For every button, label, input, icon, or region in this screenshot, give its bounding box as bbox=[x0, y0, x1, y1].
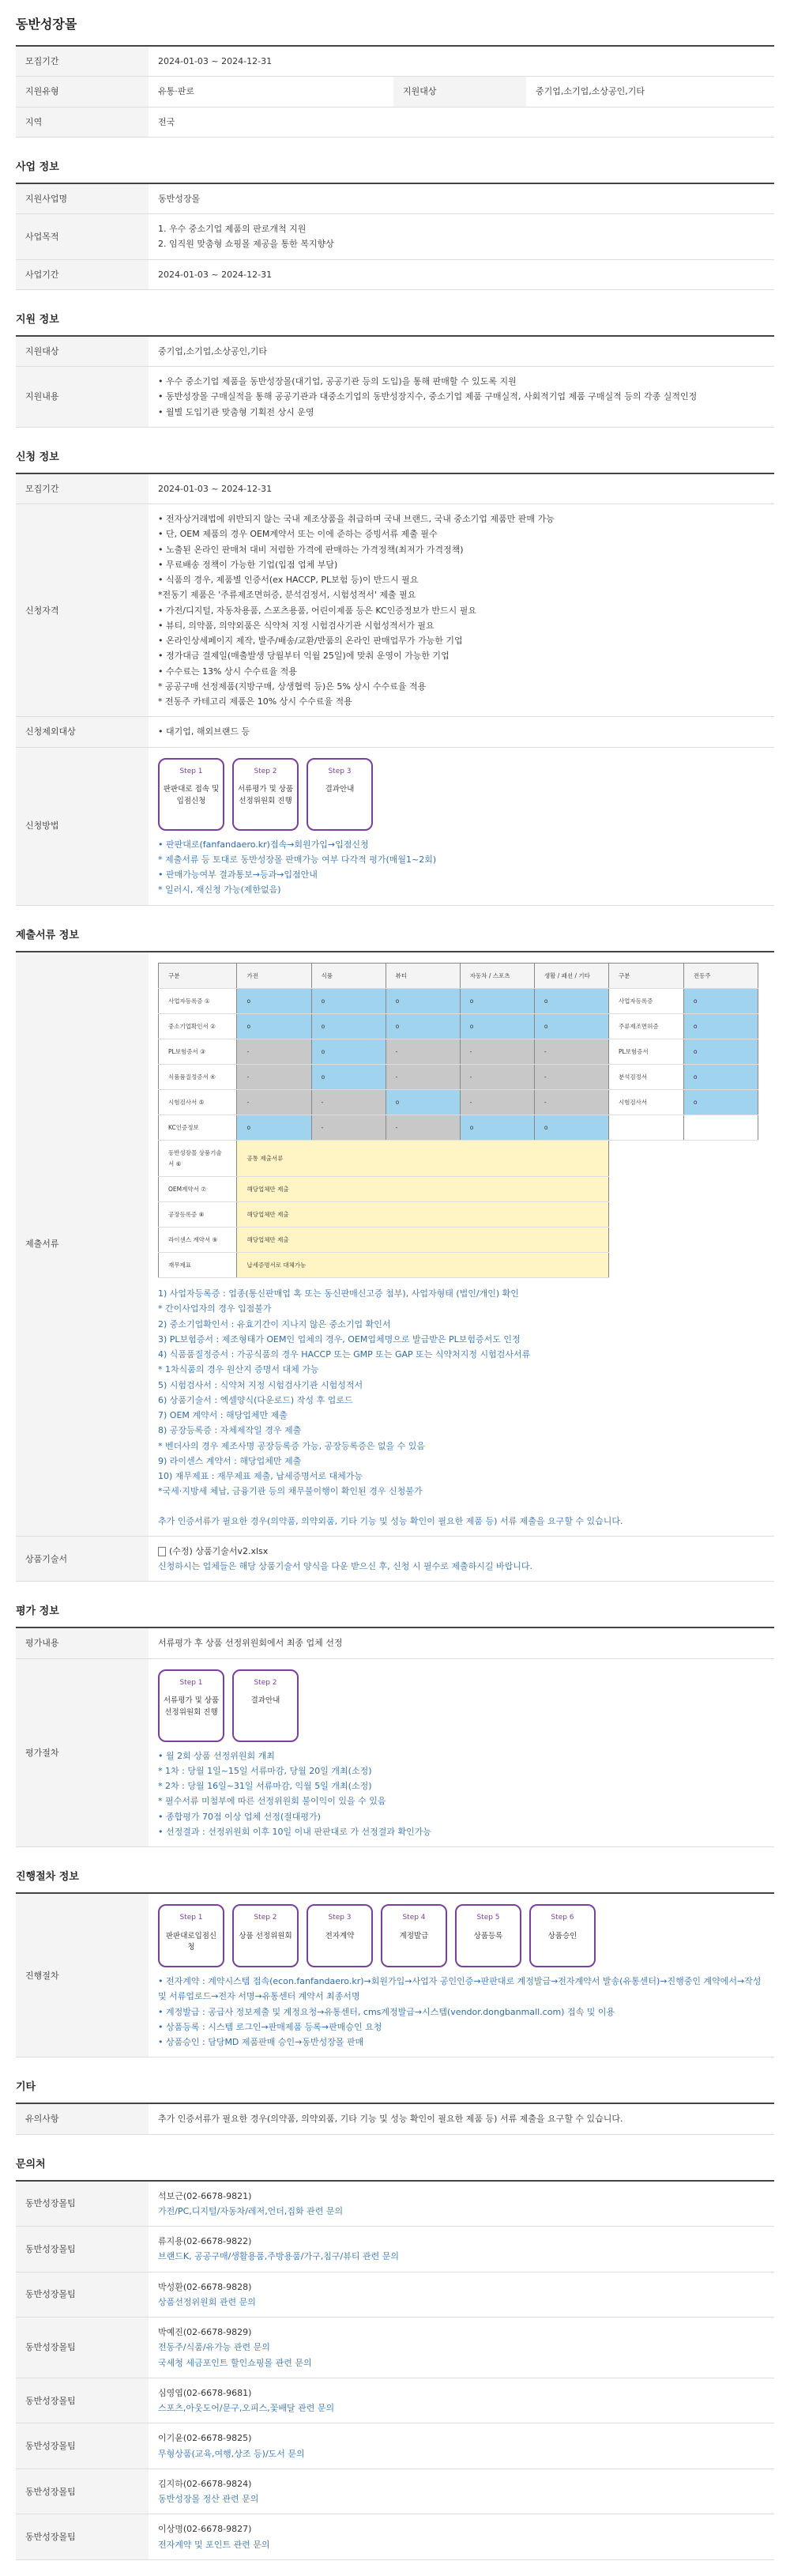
matrix-cell: - bbox=[460, 1039, 534, 1064]
matrix-cell: - bbox=[237, 1039, 311, 1064]
qualification-item: • 가전/디지털, 자동차용품, 스포츠용품, 어린이제품 등은 KC인증정보가 반드시 필요 bbox=[158, 605, 476, 616]
region-label: 지역 bbox=[16, 107, 149, 137]
matrix-row-name: 공장등록증 ⑧ bbox=[159, 1201, 237, 1227]
apply-period-label: 모집기간 bbox=[16, 473, 149, 504]
matrix-cell-right: o bbox=[683, 1039, 758, 1064]
matrix-wide-row bbox=[159, 1141, 758, 1176]
step-text: 결과안내 bbox=[325, 785, 355, 794]
tech-label: 상품기술서 bbox=[16, 1536, 149, 1582]
matrix-row-name: 동반성장몰 상품기술서 ⑥ bbox=[159, 1141, 237, 1176]
qualification-item: • 정가대금 결제일(매출발생 당월부터 익월 25일)에 맞춰 운영이 가능한 기업 bbox=[158, 651, 450, 662]
step-number: Step 2 bbox=[254, 767, 277, 775]
qualification-item: * 전동주 카테고리 제품은 10% 상시 수수료율 적용 bbox=[158, 696, 352, 707]
document-item: 6) 상품기술서 : 엑셀양식(다운로드) 작성 후 업로드 bbox=[158, 1394, 353, 1405]
business-name: 동반성장몰 bbox=[149, 183, 774, 214]
matrix-row-name-right: 시험검사서 bbox=[608, 1090, 683, 1115]
support-table bbox=[16, 335, 774, 428]
matrix-row bbox=[159, 1065, 758, 1090]
contact-name: 류지용(02-6678-9822) bbox=[158, 2236, 252, 2247]
matrix-row bbox=[159, 1013, 758, 1039]
matrix-cell: o bbox=[311, 1013, 386, 1039]
qualification-item: • 수수료는 13% 상시 수수료율 적용 bbox=[158, 666, 297, 677]
contact-team: 동반성장몰팀 bbox=[16, 2272, 149, 2318]
step-box bbox=[232, 1904, 299, 1967]
matrix-header: 구분 bbox=[159, 963, 237, 988]
business-purpose-label: 사업목적 bbox=[16, 214, 149, 260]
matrix-cell: - bbox=[386, 1039, 460, 1064]
contact-team: 동반성장몰팀 bbox=[16, 2423, 149, 2469]
eval-note: * 1차 : 당월 1일~15일 서류마감, 당월 20일 개최(소정) bbox=[158, 1765, 372, 1776]
matrix-row-name: OEM계약서 ⑦ bbox=[159, 1176, 237, 1201]
step-box bbox=[232, 1669, 299, 1742]
qualification-item: • 단, OEM 제품의 경우 OEM계약서 또는 이에 준하는 증빙서류 제출 필수 bbox=[158, 529, 438, 540]
contact-name: 김지하(02-6678-9824) bbox=[158, 2478, 252, 2489]
matrix-cell: - bbox=[386, 1115, 460, 1141]
document-item: 추가 인증서류가 필요한 경우(의약품, 의약외품, 기타 기능 및 성능 확인이 필요한 제품 등) 서류 제출을 요구할 수 있습니다. bbox=[158, 1515, 623, 1526]
type-value: 유통·판로 bbox=[149, 77, 393, 107]
process-note: • 상품등록 : 시스템 로그인→판매제품 등록→판매승인 요청 bbox=[158, 2021, 382, 2032]
method-note[interactable]: • 판판대로(fanfandaero.kr)접속→회원가입→입점신청 bbox=[158, 839, 369, 850]
support-content-list bbox=[158, 374, 765, 420]
business-table bbox=[16, 183, 774, 290]
step-number: Step 2 bbox=[254, 1914, 277, 1922]
type-label: 지원유형 bbox=[16, 77, 149, 107]
purpose-line: 1. 우수 중소기업 제품의 판로개척 지원 bbox=[158, 224, 307, 234]
document-item: 9) 라이센스 계약서 : 해당업체만 제출 bbox=[158, 1455, 302, 1466]
apply-steps bbox=[158, 758, 765, 831]
matrix-cell: o bbox=[386, 1013, 460, 1039]
matrix-row-name: 중소기업확인서 ② bbox=[159, 1013, 237, 1039]
matrix-cell: o bbox=[460, 1013, 534, 1039]
matrix-cell-right: o bbox=[683, 1090, 758, 1115]
contact-desc: 브랜드K, 공공구매/생활용품,주방용품/가구,침구/뷰티 관련 문의 bbox=[158, 2251, 399, 2262]
support-target-label: 지원대상 bbox=[16, 336, 149, 367]
contact-row bbox=[16, 2227, 774, 2272]
period-value: 2024-01-03 ~ 2024-12-31 bbox=[149, 46, 774, 77]
evaluation-table bbox=[16, 1627, 774, 1847]
matrix-cell: - bbox=[237, 1090, 311, 1115]
matrix-wide-row bbox=[159, 1227, 758, 1252]
eval-note: * 2차 : 당월 16일~31일 서류마감, 익월 5일 개최(소정) bbox=[158, 1781, 372, 1792]
contact-team: 동반성장몰팀 bbox=[16, 2469, 149, 2514]
contact-name: 박예진(02-6678-9829) bbox=[158, 2327, 252, 2338]
document-item bbox=[158, 1499, 765, 1514]
file-icon bbox=[158, 1547, 166, 1556]
matrix-cell: o bbox=[386, 988, 460, 1013]
matrix-row-name-right bbox=[608, 1115, 683, 1141]
matrix-cell: o bbox=[534, 1013, 608, 1039]
eval-content: 서류평가 후 상품 선정위원회에서 최종 업체 선정 bbox=[149, 1627, 774, 1658]
eval-note: * 필수서류 미첨부에 따른 선정위원회 불이익이 있을 수 있음 bbox=[158, 1796, 386, 1807]
matrix-cell: o bbox=[237, 1013, 311, 1039]
target-value: 중기업,소기업,소상공인,기타 bbox=[526, 77, 774, 107]
purpose-line: 2. 임직원 맞춤형 쇼핑몰 제공을 통한 복지향상 bbox=[158, 239, 334, 250]
matrix-cell-right: o bbox=[683, 1065, 758, 1090]
step-box bbox=[307, 1904, 373, 1967]
support-target: 중기업,소기업,소상공인,기타 bbox=[149, 336, 774, 367]
process-note: • 계정발급 : 공급사 정보제출 및 계정요청→유통센터, cms계정발급→시스템(vendor.dongbanmall.com) 접속 및 이용 bbox=[158, 2006, 615, 2017]
step-text: 결과안내 bbox=[250, 1696, 280, 1706]
target-label: 지원대상 bbox=[393, 77, 526, 107]
contact-desc: 무형상품(교육,여행,상조 등)/도서 문의 bbox=[158, 2448, 305, 2459]
documents-table bbox=[16, 951, 774, 1582]
matrix-wide-cell: 해당업체만 제출 bbox=[237, 1227, 608, 1252]
business-period: 2024-01-03 ~ 2024-12-31 bbox=[149, 259, 774, 289]
matrix-cell: o bbox=[534, 1115, 608, 1141]
matrix-cell: - bbox=[311, 1115, 386, 1141]
contact-desc: 가전/PC,디지털/자동차/레저,언더,집화 관련 문의 bbox=[158, 2205, 344, 2216]
caution-value: 추가 인증서류가 필요한 경우(의약품, 의약외품, 기타 기능 및 성능 확인이 필요한 제품 등) 서류 제출을 요구할 수 있습니다. bbox=[149, 2103, 774, 2134]
matrix-cell: - bbox=[534, 1090, 608, 1115]
etc-table bbox=[16, 2103, 774, 2134]
matrix-row bbox=[159, 1039, 758, 1064]
step-box bbox=[529, 1904, 596, 1967]
step-text: 계정발급 bbox=[399, 1931, 429, 1940]
contact-table bbox=[16, 2180, 774, 2560]
tech-note: 신청하시는 업체들은 해당 상품기술서 양식을 다운 받으신 후, 신청 시 필수로 제출하시길 바랍니다. bbox=[158, 1561, 532, 1572]
step-text: 서류평가 및 상품선정위원회 진행 bbox=[237, 785, 294, 805]
contact-team: 동반성장몰팀 bbox=[16, 2227, 149, 2272]
process-note: • 상품승인 : 담당MD 제품판매 승인→동반성장몰 판매 bbox=[158, 2037, 364, 2048]
contact-team: 동반성장몰팀 bbox=[16, 2181, 149, 2227]
document-item: 2) 중소기업확인서 : 유효기간이 지나지 않은 중소기업 확인서 bbox=[158, 1318, 391, 1329]
step-number: Step 5 bbox=[476, 1914, 500, 1922]
matrix-cell: o bbox=[460, 988, 534, 1013]
step-number: Step 4 bbox=[402, 1914, 426, 1922]
matrix-wide-cell: 해당업체만 제출 bbox=[237, 1201, 608, 1227]
contact-name: 이기윤(02-6678-9825) bbox=[158, 2433, 252, 2444]
contact-row bbox=[16, 2181, 774, 2227]
step-box bbox=[158, 758, 224, 831]
matrix-header: 생활 / 패션 / 기타 bbox=[534, 963, 608, 988]
contact-row bbox=[16, 2318, 774, 2378]
document-item: *국세·지방세 체납, 금융기관 등의 채무불이행이 확인된 경우 신청불가 bbox=[158, 1486, 423, 1497]
step-text: 상품 선정위원회 bbox=[239, 1931, 292, 1940]
section-title-etc: 기타 bbox=[16, 2081, 36, 2094]
contact-row bbox=[16, 2514, 774, 2560]
section-title-support: 지원 정보 bbox=[16, 313, 59, 326]
matrix-row-name-right: 사업자등록증 bbox=[608, 988, 683, 1013]
qualification-item: * 공공구매 선정제품(지방구매, 상생협력 등)은 5% 상시 수수료율 적용 bbox=[158, 681, 427, 692]
document-item: 1) 사업자등록증 : 업종(통신판매업 혹 또는 동신판매신고증 첨부), 사업자형태 (법인/개인) 확인 bbox=[158, 1288, 519, 1299]
list-item: • 월별 도입기관 맞춤형 기획전 상시 운영 bbox=[158, 405, 765, 420]
eval-note: • 종합평가 70점 이상 업체 선정(절대평가) bbox=[158, 1811, 321, 1822]
exclude-label: 신청제외대상 bbox=[16, 717, 149, 747]
method-note: * 제출서류 등 토대로 동반성장몰 판매가능 여부 다각적 평가(매월1~2회) bbox=[158, 854, 437, 865]
section-title-business: 사업 정보 bbox=[16, 160, 59, 173]
page-title: 동반성장몰 bbox=[16, 17, 77, 32]
period-label: 모집기간 bbox=[16, 46, 149, 77]
eval-content-label: 평가내용 bbox=[16, 1627, 149, 1658]
matrix-wide-row bbox=[159, 1253, 758, 1278]
section-title-process: 진행절차 정보 bbox=[16, 1871, 79, 1884]
matrix-header: 식품 bbox=[311, 963, 386, 988]
matrix-row-name: 라이센스 계약서 ⑨ bbox=[159, 1227, 237, 1252]
step-number: Step 1 bbox=[179, 1914, 203, 1922]
matrix-cell: o bbox=[460, 1115, 534, 1141]
qualification-label: 신청자격 bbox=[16, 504, 149, 717]
matrix-wide-cell: 납세증명서로 대체가능 bbox=[237, 1253, 608, 1278]
process-steps bbox=[158, 1904, 765, 1967]
qualification-item: • 노출된 온라인 판매처 대비 저렴한 가격에 판매하는 가격정책(최저가 가격정책) bbox=[158, 544, 464, 555]
matrix-wide-row bbox=[159, 1176, 758, 1201]
contact-row bbox=[16, 2469, 774, 2514]
matrix-cell: o bbox=[311, 1039, 386, 1064]
contact-name: 박성환(02-6678-9828) bbox=[158, 2281, 252, 2292]
matrix-row-name: 식품품질정증서 ④ bbox=[159, 1065, 237, 1090]
matrix-wide-cell: 공통 제출서류 bbox=[237, 1141, 608, 1176]
matrix-cell: o bbox=[311, 1065, 386, 1090]
matrix-row-name: 시험검사서 ⑤ bbox=[159, 1090, 237, 1115]
contact-name: 석보근(02-6678-9821) bbox=[158, 2190, 252, 2201]
contact-desc: 전자계약 및 포인트 관련 문의 bbox=[158, 2539, 270, 2550]
matrix-row bbox=[159, 1090, 758, 1115]
matrix-row-name: 재무제표 bbox=[159, 1253, 237, 1278]
step-box bbox=[158, 1669, 224, 1742]
matrix-row-name: KC인증정보 bbox=[159, 1115, 237, 1141]
step-text: 판판대로입점신청 bbox=[165, 1931, 217, 1952]
step-box bbox=[158, 1904, 224, 1967]
matrix-wide-row bbox=[159, 1201, 758, 1227]
matrix-header: 구분 bbox=[608, 963, 683, 988]
matrix-cell: o bbox=[237, 1115, 311, 1141]
matrix-cell-right bbox=[683, 1115, 758, 1141]
documents-matrix bbox=[158, 963, 758, 1279]
matrix-cell: - bbox=[460, 1065, 534, 1090]
apply-table bbox=[16, 473, 774, 906]
documents-list bbox=[158, 1286, 765, 1529]
contact-row bbox=[16, 2423, 774, 2469]
contact-team: 동반성장몰팀 bbox=[16, 2514, 149, 2560]
method-label: 신청방법 bbox=[16, 747, 149, 905]
matrix-row bbox=[159, 988, 758, 1013]
support-content-label: 지원내용 bbox=[16, 367, 149, 428]
qualification-item: • 전자상거래법에 위반되지 않는 국내 제조상품을 취급하며 국내 브랜드, 국내 중소기업 제품만 판매 가능 bbox=[158, 514, 555, 524]
section-title-contact: 문의처 bbox=[16, 2158, 46, 2171]
step-text: 판판대로 접속 및 입점신청 bbox=[163, 785, 220, 805]
apply-period: 2024-01-03 ~ 2024-12-31 bbox=[149, 473, 774, 504]
document-item: 10) 재무제표 : 재무제표 제출, 납세증명서로 대체가능 bbox=[158, 1471, 363, 1482]
matrix-cell: o bbox=[237, 988, 311, 1013]
matrix-cell: - bbox=[534, 1039, 608, 1064]
exclude-value: • 대기업, 해외브랜드 등 bbox=[149, 717, 774, 747]
method-note: * 일러시, 재신청 가능(제한없음) bbox=[158, 884, 281, 896]
matrix-cell: - bbox=[311, 1090, 386, 1115]
qualification-item: • 무료배송 정책이 가능한 기업(입점 업체 부담) bbox=[158, 559, 338, 570]
document-item: 5) 시험검사서 : 식약처 지정 시험검사기관 시험성적서 bbox=[158, 1379, 363, 1390]
eval-proc-label: 평가절차 bbox=[16, 1658, 149, 1847]
qualification-item: • 식품의 경우, 제품별 인증서(ex HACCP, PL보험 등)이 반드시 필요 bbox=[158, 575, 419, 585]
step-text: 상품승인 bbox=[547, 1931, 577, 1940]
method-note: • 판매가능여부 결과통보→등과→입점안내 bbox=[158, 869, 318, 880]
business-period-label: 사업기간 bbox=[16, 259, 149, 289]
document-item: 4) 식품품질정증서 : 가공식품의 경우 HACCP 또는 GMP 또는 GAP 또는 식약처지정 시험검사서류 bbox=[158, 1349, 531, 1360]
matrix-row-name-right: 주류제조면허증 bbox=[608, 1013, 683, 1039]
matrix-cell-right: o bbox=[683, 1013, 758, 1039]
section-title-apply: 신청 정보 bbox=[16, 451, 59, 463]
document-item: 8) 공장등록증 : 자체제작일 경우 제출 bbox=[158, 1425, 302, 1436]
step-number: Step 2 bbox=[254, 1678, 277, 1687]
contact-desc: 스포츠,아웃도어/문구,오피스,꽃배달 관련 문의 bbox=[158, 2403, 335, 2414]
region-value: 전국 bbox=[149, 107, 774, 137]
documents-label: 제출서류 bbox=[16, 952, 149, 1537]
summary-table bbox=[16, 45, 774, 138]
caution-label: 유의사항 bbox=[16, 2103, 149, 2134]
matrix-header: 전동주 bbox=[683, 963, 758, 988]
step-number: Step 1 bbox=[179, 767, 203, 775]
section-title-evaluation: 평가 정보 bbox=[16, 1605, 59, 1618]
contact-row bbox=[16, 2378, 774, 2423]
contact-desc: 동반성장몰 정산 관련 문의 bbox=[158, 2494, 259, 2505]
eval-note: • 월 2회 상품 선정위원회 개최 bbox=[158, 1750, 275, 1761]
step-box bbox=[455, 1904, 521, 1967]
business-name-label: 지원사업명 bbox=[16, 183, 149, 214]
contact-name: 이상명(02-6678-9827) bbox=[158, 2524, 252, 2535]
qualification-list bbox=[149, 504, 774, 717]
step-text: 서류평가 및 상품선정위원회 진행 bbox=[163, 1696, 220, 1717]
tech-file-link[interactable] bbox=[158, 1544, 765, 1559]
document-item: 7) OEM 계약서 : 해당업체만 제출 bbox=[158, 1410, 288, 1421]
step-number: Step 3 bbox=[328, 1914, 352, 1922]
qualification-item: • 뷰티, 의약품, 의약외품은 식약처 지정 시험검사기관 시험성적서가 필요 bbox=[158, 620, 434, 631]
matrix-cell: o bbox=[534, 988, 608, 1013]
matrix-wide-cell: 해당업체만 제출 bbox=[237, 1176, 608, 1201]
document-item: * 1차식품의 경우 원산지 증명서 대체 가능 bbox=[158, 1364, 319, 1375]
matrix-cell: - bbox=[534, 1065, 608, 1090]
step-text: 전자계약 bbox=[325, 1931, 355, 1940]
step-box bbox=[307, 758, 373, 831]
contact-row bbox=[16, 2272, 774, 2318]
process-label: 진행절차 bbox=[16, 1893, 149, 2057]
document-item: * 간이사업자의 경우 입점불가 bbox=[158, 1303, 272, 1314]
list-item: • 우수 중소기업 제품을 동반성장몰(대기업, 공공기관 등의 도입)을 통해 판매할 수 있도록 지원 bbox=[158, 374, 765, 389]
step-number: Step 3 bbox=[328, 767, 352, 775]
matrix-row-name-right: 분석검정서 bbox=[608, 1065, 683, 1090]
step-number: Step 1 bbox=[179, 1678, 203, 1687]
tech-file-name[interactable]: (수정) 상품기술서v2.xlsx bbox=[169, 1545, 269, 1556]
matrix-cell: o bbox=[386, 1090, 460, 1115]
contact-desc: 상품선정위원회 관련 문의 bbox=[158, 2296, 256, 2307]
matrix-row-name: 사업자등록증 ① bbox=[159, 988, 237, 1013]
eval-note: • 선정결과 : 선정위원회 이후 10일 이내 판판대로 가 선정결과 확인가능 bbox=[158, 1826, 432, 1837]
step-box bbox=[232, 758, 299, 831]
qualification-item: • 온라인상세페이지 제작, 발주/배송/교환/반품의 온라인 판매업무가 가능한 기업 bbox=[158, 636, 463, 646]
matrix-cell: - bbox=[386, 1065, 460, 1090]
matrix-cell: o bbox=[311, 988, 386, 1013]
section-title-documents: 제출서류 정보 bbox=[16, 929, 79, 941]
matrix-header: 뷰티 bbox=[386, 963, 460, 988]
matrix-header: 가전 bbox=[237, 963, 311, 988]
process-table bbox=[16, 1892, 774, 2057]
process-note: • 전자계약 : 계약시스템 접속(econ.fanfandaero.kr)→회원가입→사업자 공인인증→판판대로 계정발급→전자계약서 발송(유통센터)→진행중인 계약에서→작성 및 서류업로드→전자 서명→유통센터 계약서 최종서명 bbox=[158, 1976, 762, 2002]
contact-name: 심영엽(02-6678-9681) bbox=[158, 2387, 252, 2398]
step-box bbox=[381, 1904, 447, 1967]
matrix-header: 자동차 / 스포츠 bbox=[460, 963, 534, 988]
qualification-item: *전동기 제품은 '주류제조면허증, 분석검정서, 시험성적서' 제출 필요 bbox=[158, 590, 416, 601]
document-item: * 벤더사의 경우 제조사명 공장등록증 가능, 공장등록증은 없을 수 있음 bbox=[158, 1440, 425, 1451]
matrix-row bbox=[159, 1115, 758, 1141]
document-item: 3) PL보험증서 : 제조형태가 OEM인 업체의 경우, OEM업체명으로 발급받은 PL보험증서도 인정 bbox=[158, 1333, 521, 1345]
step-number: Step 6 bbox=[551, 1914, 574, 1922]
contact-team: 동반성장몰팀 bbox=[16, 2318, 149, 2378]
matrix-cell: - bbox=[460, 1090, 534, 1115]
matrix-row-name: PL보험증서 ③ bbox=[159, 1039, 237, 1064]
matrix-cell: - bbox=[237, 1065, 311, 1090]
list-item: • 동반성장몰 구매실적을 통해 공공기관과 대중소기업의 동반성장지수, 중소기업 제품 구매실적, 사회적기업 제품 구매실적 등의 각종 실적인정 bbox=[158, 389, 765, 404]
matrix-cell-right: o bbox=[683, 988, 758, 1013]
eval-steps bbox=[158, 1669, 765, 1742]
contact-desc: 전동주/식품/유가능 관련 문의 국세청 세금포인트 할인쇼핑몰 관련 문의 bbox=[158, 2342, 312, 2368]
step-text: 상품등록 bbox=[473, 1931, 503, 1940]
matrix-row-name-right: PL보험증서 bbox=[608, 1039, 683, 1064]
contact-team: 동반성장몰팀 bbox=[16, 2378, 149, 2423]
